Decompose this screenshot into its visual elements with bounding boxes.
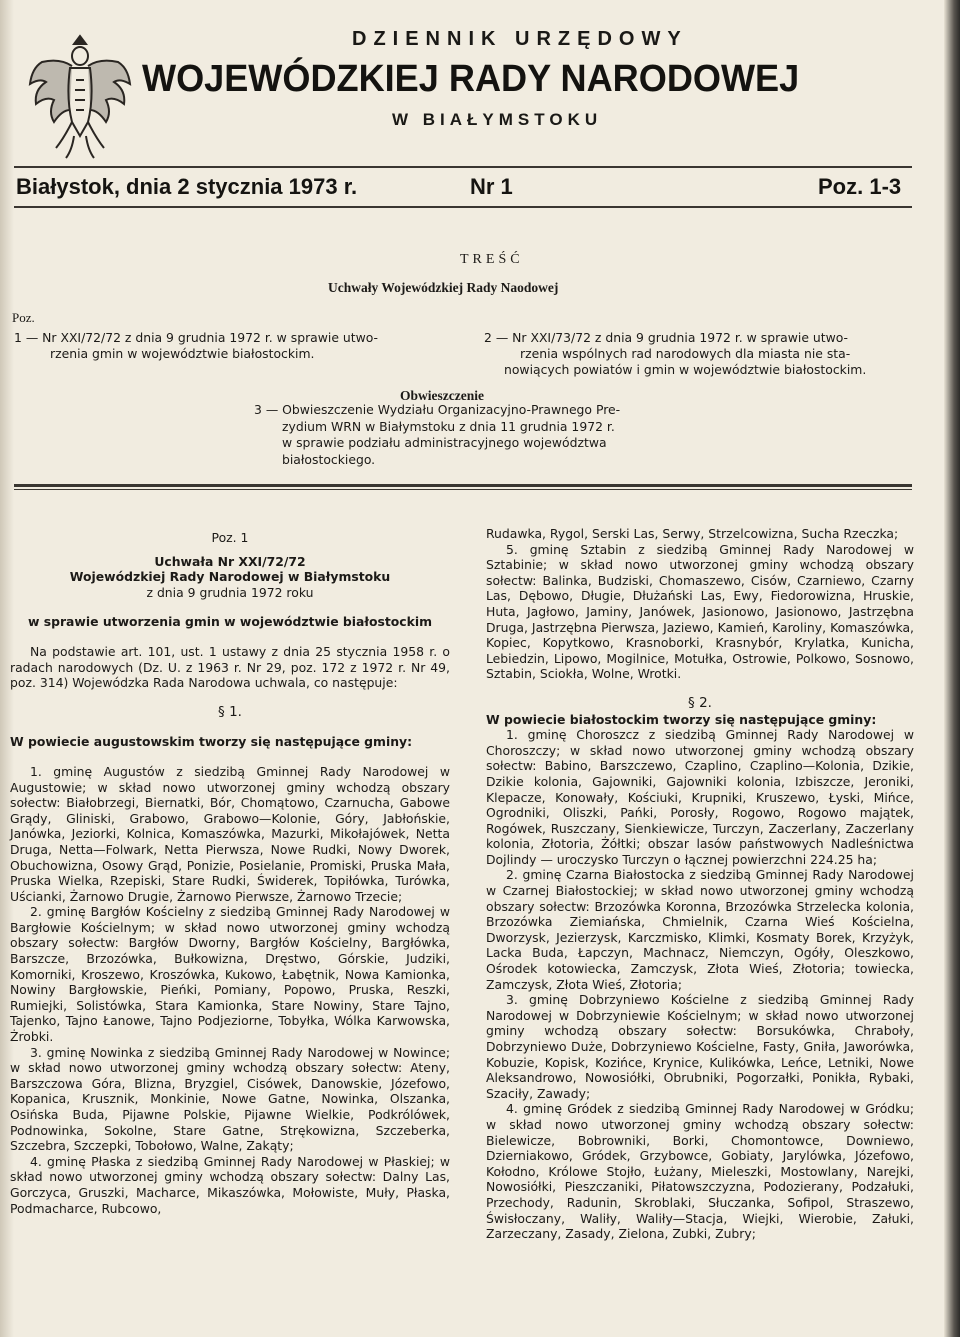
- contents-entry-2: 2 — Nr XXI/73/72 z dnia 9 grudnia 1972 r. w sprawie utwo- rzenia wspólnych rad narodowych dla miasta nie sta- nowiących powiatów i gmin w województwie białostockim.: [484, 330, 867, 377]
- list-item: 3. gminę Dobrzyniewo Kościelne z siedzibą Gminnej Rady Narodowej w Dobrzyniewie Kościelnym; w skład nowo utworzonej gminy wchodzą obszary sołectw: Borsukówka, Chraboły, Dobrzyniewo Duże, Dobrzyniewo Kościelne, Fasty, Gniła, Jaworówka, Kobuzie, Kopisk, Kozińce, Krynice, Kulikówka, Leńce, Letniki, Nowe Aleksandrowo, Nowosiółki, Obrubniki, Pogorzałki, Ponikła, Rybaki, Szaciły, Zawady;: [486, 992, 914, 1101]
- contents-title: TREŚĆ: [460, 252, 524, 267]
- contents-rule-thin: [14, 489, 912, 490]
- issue-position-range: Poz. 1-3: [818, 174, 902, 199]
- continuation-paragraph: Rudawka, Rygol, Serski Las, Serwy, Strzelcowizna, Sucha Rzeczka;: [486, 526, 899, 541]
- list-item: 3. gminę Nowinka z siedzibą Gminnej Rady Narodowej w Nowince; w skład nowo utworzonej gminy wchodzą obszary sołectw: Ateny, Barszczowa Góra, Blizna, Bryzgiel, Cisówek, Danowskie, Józefowo, Kopanica, Krusznik, Monkinie, Nowe Gatne, Nowinka, Olszanka, Osińska Buda, Pijawne Polskie, Pijawne Wielkie, Podkrólówek, Podnowinka, Sokolne, Stare Gatne, Strękowizna, Szczeberka, Szczebra, Szczepki, Tobołowo, Walne, Zakąty;: [10, 1044, 450, 1154]
- section-1-subheading: W powiecie augustowskim tworzy się następujące gminy:: [10, 734, 413, 750]
- preamble-paragraph: Na podstawie art. 101, ust. 1 ustawy z dnia 25 stycznia 1958 r. o radach narodowych (Dz. U. z 1963 r. Nr 29, poz. 172 z 1972 r. Nr 49, poz. 314) Wojewódzka Rada Narodowa uchwala, co następuje:: [10, 643, 450, 691]
- contents-rule: [14, 484, 912, 487]
- body-left-column: [10, 530, 450, 1216]
- polish-eagle-emblem-icon: [20, 18, 140, 168]
- page-right-edge: [944, 0, 960, 1337]
- header-rule-bottom: [14, 206, 912, 208]
- resolution-body: Wojewódzkiej Rady Narodowej w Białymstoku: [69, 569, 391, 585]
- issue-number: Nr 1: [470, 174, 513, 199]
- contents-section-announcement: Obwieszczenie: [400, 388, 484, 403]
- contents-section-resolutions: Uchwały Wojewódzkiej Rady Naodowej: [328, 280, 559, 295]
- section-2-subheading: W powiecie białostockim tworzy się następujące gminy:: [486, 711, 877, 727]
- list-item: 2. gminę Czarna Białostocka z siedzibą Gminnej Rady Narodowej w Czarnej Białostockiej; w skład nowo utworzonej gminy wchodzą obszary sołectw: Brzozówka Koronna, Brzozówka Strzelecka kolonia, Brzozówka Ziemiańska, Chmielnik, Czarna Wieś Kościelna, Dworzysk, Jezierzysk, Karczmisko, Klimki, Kosmaty Borek, Krzyżyk, Lacka Buda, Łapczyn, Machnacz, Niemczyn, Ogóły, Oleszkowo, Ośrodek kotowiecka, Zamczysk, Złota Wieś, Złotoria; towiecka, Zamczysk, Złota Wieś, Złotoria;: [486, 867, 914, 992]
- header-rule-top: [14, 166, 912, 168]
- poz-number: Poz. 1: [211, 530, 249, 545]
- list-item: 4. gminę Gródek z siedzibą Gminnej Rady Narodowej w Gródku; w skład nowo utworzonej gminy wchodzą obszary sołectw: Bielewicze, Bobrowniki, Borki, Chomontowce, Downiewo, Dzierniakowo, Gródek, Grzybowce, Gobiaty, Jarylówka, Józefowo, Kołodno, Królowe Stojło, Łużany, Mieleszki, Mostowlany, Narejki, Nowosiółki, Pieszczaniki, Piłatowszczyzna, Podozierany, Podzałuki, Przechody, Radunin, Skroblaki, Słuczanka, Sofipol, Straszewo, Świsłoczany, Waliły, Waliły—Stacja, Wiejki, Wierobie, Załuki, Zarzeczany, Zasady, Zielona, Zubki, Zubry;: [486, 1101, 914, 1242]
- journal-title-line1: DZIENNIK URZĘDOWY: [352, 28, 688, 50]
- contents-entry-3: 3 — Obwieszczenie Wydziału Organizacyjno-Prawnego Pre- zydium WRN w Białymstoku z dnia 11 grudnia 1972 r. w sprawie podziału administracyjnego województwa białostockiego.: [254, 402, 621, 467]
- body-right-column: [486, 526, 914, 1242]
- resolution-subject: w sprawie utworzenia gmin w województwie białostockim: [27, 614, 433, 630]
- journal-title-line2: WOJEWÓDZKIEJ RADY NARODOWEJ: [142, 58, 800, 100]
- list-item: 4. gminę Płaska z siedzibą Gminnej Rady Narodowej w Płaskiej; w skład nowo utworzonej gminy wchodzą obszary sołectw: Dalny Las, Gorczyca, Gruszki, Macharce, Mikaszówka, Mołowiste, Muły, Płaska, Podmacharce, Rubcowo,: [10, 1153, 450, 1216]
- resolution-date: z dnia 9 grudnia 1972 roku: [146, 584, 314, 600]
- list-item: 5. gminę Sztabin z siedzibą Gminnej Rady Narodowej w Sztabinie; w skład nowo utworzonej gminy wchodzą obszary sołectw: Balinka, Budziski, Chomaszewo, Cisów, Czarniewo, Czarny Las, Dębowo, Długie, Dłużański Las, Ewy, Fiedorowizna, Hruskie, Huta, Jagłowo, Jaminy, Janówek, Jasionowo, Jasionowo, Jastrzębna Druga, Jastrzębna Pierwsza, Jaziewo, Kamień, Karoliny, Komaszówka, Kopiec, Kopytkowo, Krasnoborki, Krasnybór, Krylatka, Kunicha, Lebiedzin, Lipowo, Mogilnice, Motułka, Ostrowie, Polkowo, Sosnowo, Sztabin, Sciokła, Wolne, Wrotki.: [486, 541, 914, 682]
- contents-poz-label: Poz.: [12, 310, 35, 325]
- contents-entry-1: 1 — Nr XXI/72/72 z dnia 9 grudnia 1972 r. w sprawie utwo- rzenia gmin w województwie białostockim.: [14, 330, 379, 361]
- list-item: 1. gminę Augustów z siedzibą Gminnej Rady Narodowej w Augustowie; w skład nowo utworzonej gminy wchodzą obszary sołectw: Białobrzegi, Biernatki, Bór, Chomątowo, Czarnucha, Gabowe Grądy, Gliniski, Grabowo, Grabowo—Kolonie, Góry, Jabłońskie, Janówka, Jeziorki, Kolnica, Komaszówka, Mazurki, Mikołajówek, Netta Druga, Netta—Folwark, Netta Pierwsza, Nowe Rudki, Nowy Dworek, Obuchowizna, Osowy Grąd, Ponizie, Posielanie, Promiski, Pruska Mała, Pruska Wielka, Rzepiski, Stare Rudki, Świderek, Topiłówka, Turówka, Uścianki, Żarnowo Drugie, Żarnowo Pierwsze, Żarnowo Trzecie;: [10, 763, 450, 904]
- section-2-heading: § 2.: [688, 694, 712, 711]
- list-item: 2. gminę Bargłów Kościelny z siedzibą Gminnej Rady Narodowej w Bargłowie Kościelnym; w skład nowo utworzonej gminy wchodzą obszary sołectw: Bargłów Dworny, Bargłów Kościelny, Bargłówka, Barszcze, Brzozówka, Bułkowizna, Dręstwo, Górskie, Judziki, Komorniki, Kroszewo, Kroszówka, Kukowo, Łabętnik, Nowa Kamionka, Nowiny Bargłowskie, Pieńki, Pomiany, Popowo, Pruska, Reszki, Rumiejki, Solistówka, Stara Kamionka, Stare Nowiny, Stare Tajno, Tajenko, Tajno Łanowe, Tajno Podjeziorne, Tobyłka, Wólka Karwowska, Żrobki.: [10, 904, 450, 1045]
- resolution-title: Uchwała Nr XXI/72/72: [154, 553, 306, 569]
- list-item: 1. gminę Choroszcz z siedzibą Gminnej Rady Narodowej w Choroszczy; w skład nowo utworzonej gminy wchodzą obszary sołectw: Babino, Barszczewo, Czaplino, Czaplino—Kolonia, Dzikie, Dzikie kolonia, Gajowniki, Gajowniki kolonia, Izbiszcze, Jeroniki, Klepacze, Konowały, Kościuki, Krupniki, Kruszewo, Łyski, Mińce, Ogrodniki, Oliszki, Pańki, Porosły, Rogowo, Rogowo majątek, Rogówek, Ruszczany, Sienkiewicze, Turczyn, Zaczerlany, Zaczerlany kolonia, Złotoria, Żółtki; obszar lasów państwowych Nadleśnictwa Dojlindy — uroczysko Turczyn o łącznej powierzchni 224.25 ha;: [486, 727, 914, 867]
- journal-title-line3: W BIAŁYMSTOKU: [392, 110, 603, 129]
- issue-place-date: Białystok, dnia 2 stycznia 1973 r.: [16, 174, 358, 199]
- section-1-heading: § 1.: [218, 703, 242, 720]
